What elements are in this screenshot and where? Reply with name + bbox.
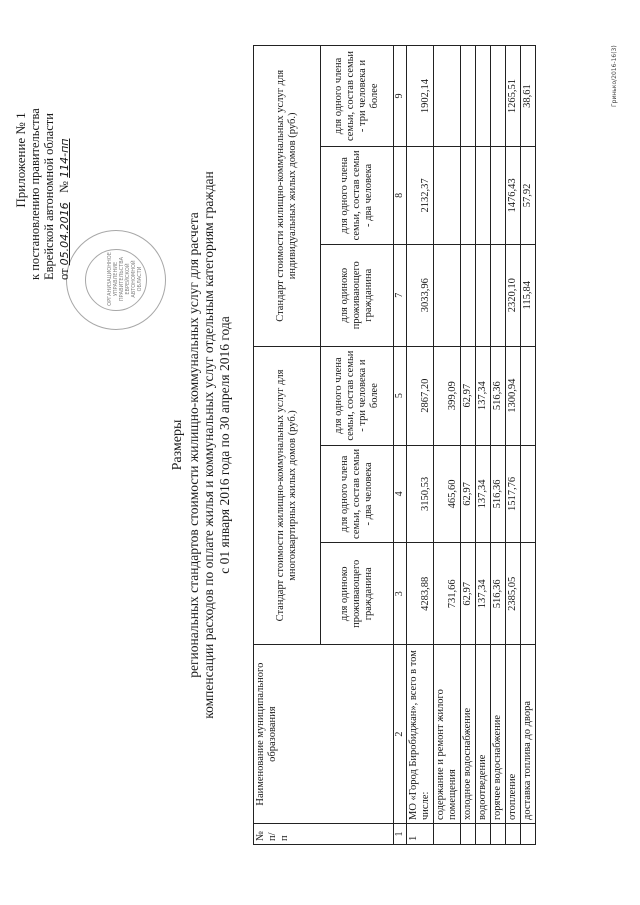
table-row <box>506 46 521 845</box>
cell-value <box>461 146 476 244</box>
cell-value: 2867,20 <box>407 346 434 445</box>
row-name: горячее водоснабжение <box>491 645 506 824</box>
cell-value: 62,97 <box>461 346 476 445</box>
cell-value: 137,34 <box>476 445 491 543</box>
appendix-region-line: Еврейской автономной области <box>42 113 56 280</box>
header-g1-single: для одиноко проживающего гражданина <box>321 543 394 645</box>
index-cell: 2 <box>394 645 407 824</box>
document-footer-code: Гринько/2016-16(3) <box>611 45 618 107</box>
header-num: № п/п <box>254 823 394 844</box>
date-prefix: от <box>57 268 71 280</box>
header-g1-three: для одного члена семьи, состав семьи - три человека и более <box>321 346 394 445</box>
cell-value: 1476,43 <box>506 146 521 244</box>
cell-value: 62,97 <box>461 445 476 543</box>
appendix-title: Приложение № 1 <box>13 112 28 208</box>
cell-value: 137,34 <box>476 543 491 645</box>
official-stamp <box>66 230 166 330</box>
header-g2-three: для одного члена семьи, состав семьи - три человека и более <box>321 46 394 147</box>
cell-value <box>521 445 536 543</box>
cell-value: 399,09 <box>434 346 461 445</box>
header-group-houses: Стандарт стоимости жилищно-коммунальных услуг для индивидуальных жилых домов (руб.) <box>254 46 321 347</box>
row-name: холодное водоснабжение <box>461 645 476 824</box>
cell-value: 137,34 <box>476 346 491 445</box>
cell-value: 731,66 <box>434 543 461 645</box>
cell-value: 1902,14 <box>407 46 434 147</box>
row-num: 1 <box>407 823 434 844</box>
cell-value <box>476 146 491 244</box>
title-line-2: региональных стандартов стоимости жилищно-коммунальных услуг для расчета <box>185 212 201 678</box>
cell-value <box>434 244 461 346</box>
cell-value: 57,92 <box>521 146 536 244</box>
cell-value <box>521 346 536 445</box>
cell-value: 3150,53 <box>407 445 434 543</box>
cell-value: 62,97 <box>461 543 476 645</box>
index-cell: 3 <box>394 543 407 645</box>
row-name: содержание и ремонт жилого помещения <box>434 645 461 824</box>
cell-value: 2385,05 <box>506 543 521 645</box>
table-row <box>491 46 506 845</box>
table-row <box>434 46 461 845</box>
document-title <box>170 45 232 845</box>
title-line-3: компенсации расходов по оплате жилья и коммунальных услуг отдельным категориям граждан <box>201 171 216 719</box>
table-row <box>521 46 536 845</box>
header-g2-single: для одиноко проживающего гражданина <box>321 244 394 346</box>
standards-table <box>253 45 536 845</box>
index-cell: 9 <box>394 46 407 147</box>
row-name: отопление <box>506 645 521 824</box>
index-cell: 4 <box>394 445 407 543</box>
cell-value: 465,60 <box>434 445 461 543</box>
number-value: 114-пп <box>58 138 71 178</box>
row-name: МО «Город Биробиджан», всего в том числе: <box>407 645 434 824</box>
number-label: № <box>57 181 71 193</box>
row-num <box>461 823 476 844</box>
index-cell: 7 <box>394 244 407 346</box>
header-group-apartments: Стандарт стоимости жилищно-коммунальных услуг для многоквартирных жилых домов (руб.) <box>254 346 321 645</box>
cell-value: 2132,37 <box>407 146 434 244</box>
table-row <box>461 46 476 845</box>
cell-value: 2320,10 <box>506 244 521 346</box>
title-line-4: с 01 января 2016 года по 30 апреля 2016 года <box>216 316 232 574</box>
cell-value <box>434 46 461 147</box>
table-header-row <box>254 46 321 845</box>
column-index-row <box>394 46 407 845</box>
index-cell: 8 <box>394 146 407 244</box>
row-num <box>506 823 521 844</box>
row-num <box>434 823 461 844</box>
cell-value <box>521 543 536 645</box>
cell-value: 516,36 <box>491 346 506 445</box>
cell-value: 1265,51 <box>506 46 521 147</box>
appendix-ref-line: к постановлению правительства <box>28 108 42 280</box>
cell-value: 1517,76 <box>506 445 521 543</box>
cell-value: 1300,94 <box>506 346 521 445</box>
date-value: 05.04.2016 <box>58 202 71 266</box>
stamp-text: ОРГАНИЗАЦИОННОЕ УПРАВЛЕНИЕ ПРАВИТЕЛЬСТВА ЕВРЕЙСКОЙ АВТОНОМНОЙ ОБЛАСТИ <box>107 252 143 306</box>
cell-value <box>491 244 506 346</box>
cell-value: 3033,96 <box>407 244 434 346</box>
row-name: доставка топлива до двора <box>521 645 536 824</box>
cell-value <box>461 244 476 346</box>
cell-value <box>476 244 491 346</box>
row-num <box>476 823 491 844</box>
table-row <box>476 46 491 845</box>
cell-value <box>491 146 506 244</box>
appendix-header <box>14 40 72 280</box>
cell-value <box>476 46 491 147</box>
appendix-date-row <box>57 40 72 280</box>
header-name: Наименование муниципального образования <box>254 645 394 824</box>
index-cell: 5 <box>394 346 407 445</box>
cell-value: 115,84 <box>521 244 536 346</box>
table-row <box>407 46 434 845</box>
row-name: водоотведение <box>476 645 491 824</box>
row-num <box>491 823 506 844</box>
header-g1-two: для одного члена семьи, состав семьи - два человека <box>321 445 394 543</box>
row-num <box>521 823 536 844</box>
title-line-1: Размеры <box>170 419 185 471</box>
cell-value <box>434 146 461 244</box>
cell-value <box>491 46 506 147</box>
cell-value: 516,36 <box>491 445 506 543</box>
index-cell: 1 <box>394 823 407 844</box>
cell-value: 4283,88 <box>407 543 434 645</box>
cell-value <box>461 46 476 147</box>
header-g2-two: для одного члена семьи, состав семьи - два человека <box>321 146 394 244</box>
cell-value: 516,36 <box>491 543 506 645</box>
cell-value: 38,61 <box>521 46 536 147</box>
